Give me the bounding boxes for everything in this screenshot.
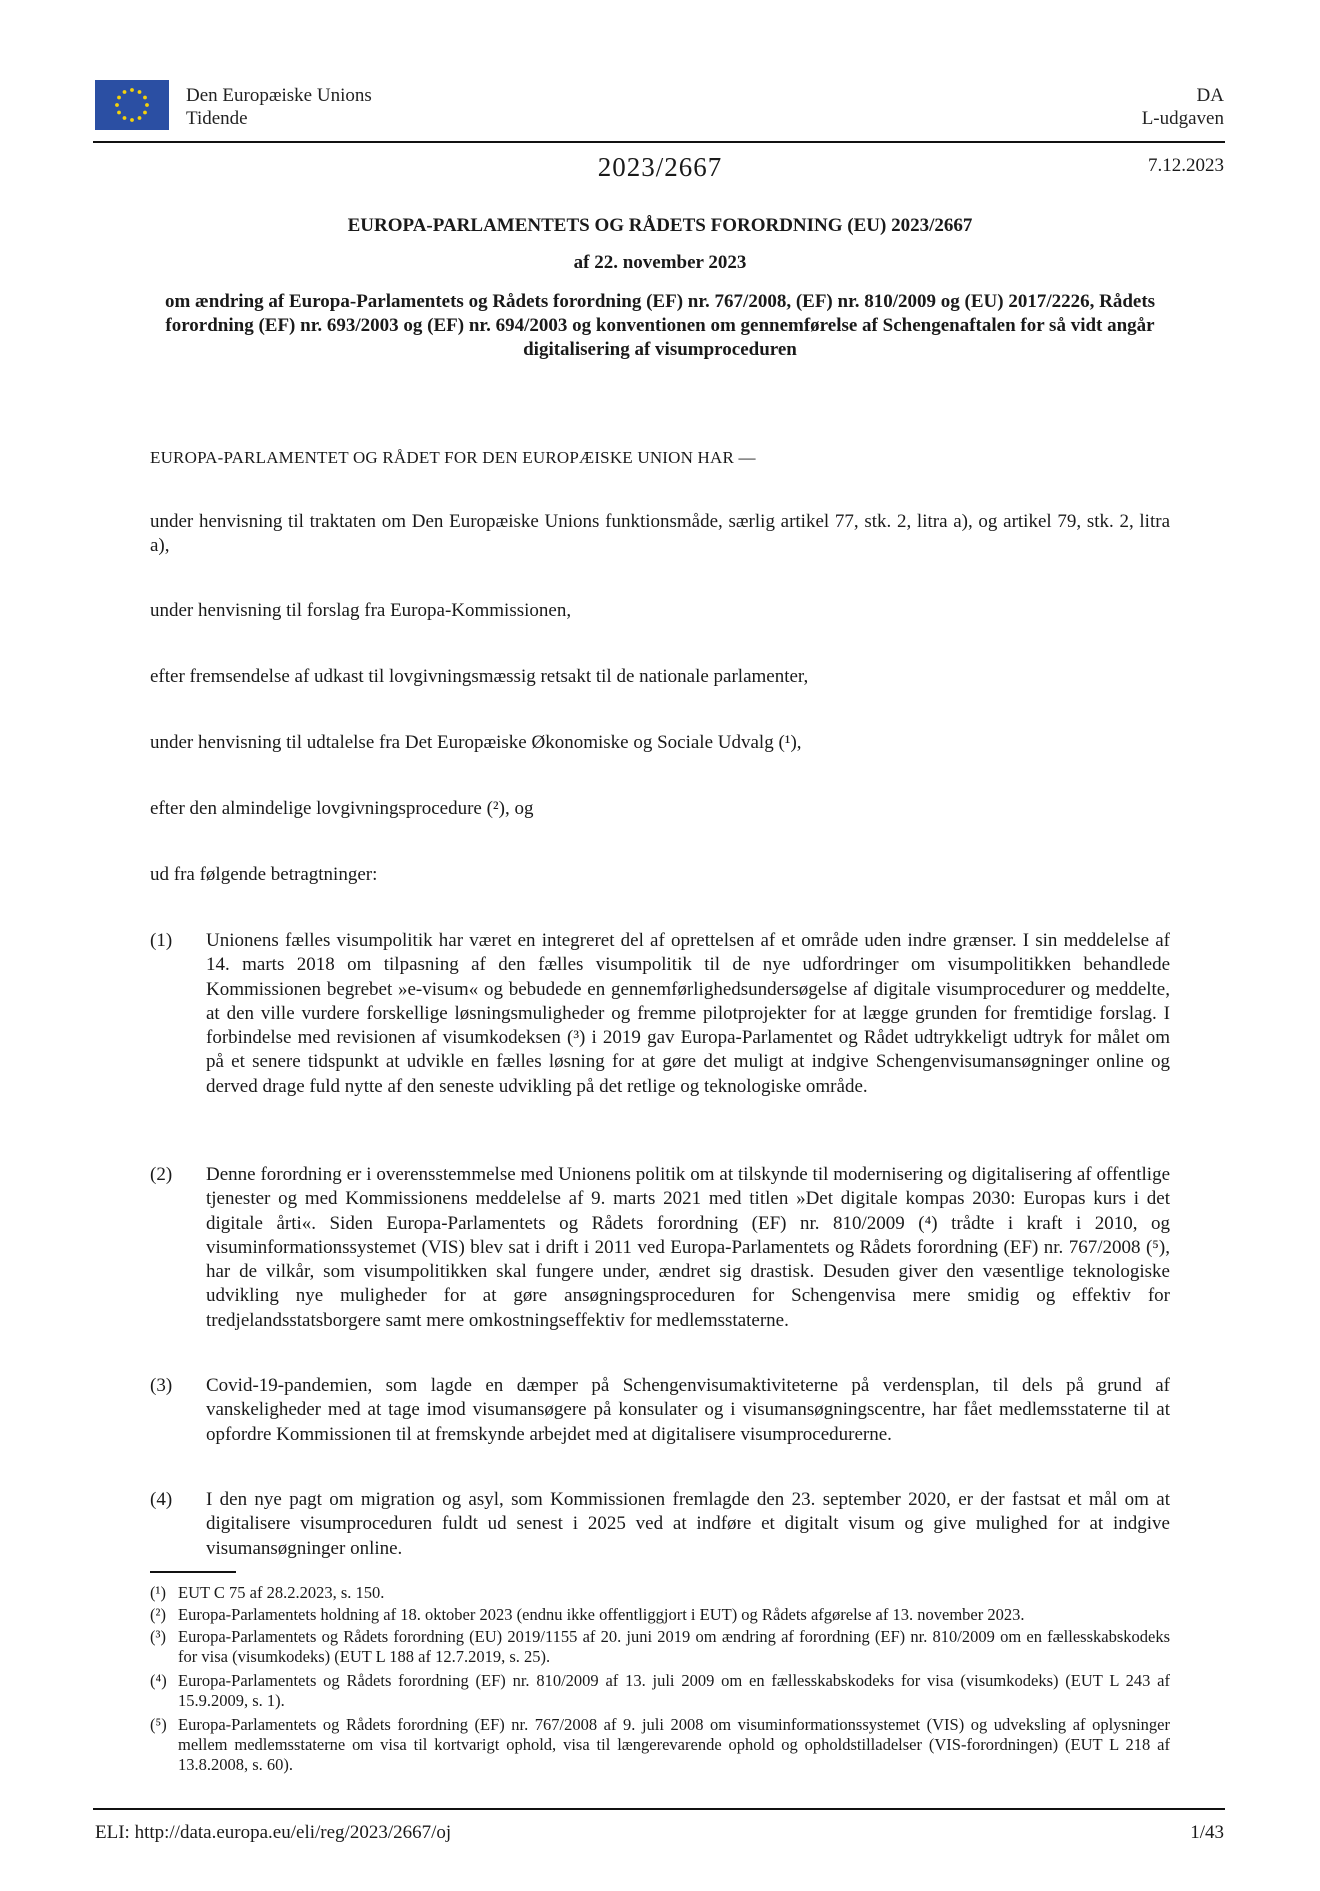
recital-text: Unionens fælles visumpolitik har været en integreret del af oprettelsen af et område uden indre grænser. I sin meddelelse af 14. marts 2018 om tilpasning af den fælles visumpolitik til de nye udfordringer om visumpolitikken behandlede Kommissionen begrebet »e-visum« og bebudede en gennemførlighedsundersøgelse af digitale visumprocedurer og meddelte, at den ville vurdere forskellige løsningsmuligheder og fremme pilotprojekter for at lægge grunden for fremtidige forslag. I forbindelse med revisionen af visumkodeksen (³) i 2019 gav Europa-Parlamentet og Rådet udtrykkeligt udtryk for målet om på et senere tidspunkt at udvikle en fælles løsning for at gøre det muligt at indgive Schengenvisumansøgninger online og derved drage fuld nytte af den seneste udvikling på det retlige og teknologiske område.	[206, 930, 1170, 1097]
recital	[150, 929, 1170, 1099]
footnote-number: (³)	[150, 1627, 166, 1646]
citation: under henvisning til udtalelse fra Det Europæiske Økonomiske og Sociale Udvalg (¹),	[150, 732, 802, 753]
eu-star-icon	[115, 103, 119, 107]
citation: under henvisning til traktaten om Den Europæiske Unions funktionsmåde, særlig artikel 77, stk. 2, litra a), og artikel 79, stk. 2, litra a),	[150, 511, 1170, 556]
footnote-text: Europa-Parlamentets og Rådets forordning (EU) 2019/1155 af 20. juni 2019 om ændring af forordning (EF) nr. 810/2009 om en fællesskabskodeks for visa (visumkodeks) (EUT L 188 af 12.7.2019, s. 25).	[178, 1627, 1170, 1666]
regulation-title: EUROPA-PARLAMENTETS OG RÅDETS FORORDNING (EU) 2023/2667	[347, 215, 973, 236]
regulation-date: af 22. november 2023	[573, 252, 747, 273]
recital	[150, 1163, 1170, 1333]
eu-star-icon	[143, 96, 147, 100]
eu-star-icon	[138, 90, 142, 94]
footer-divider	[93, 1808, 1225, 1810]
page-number: 1/43	[1190, 1822, 1224, 1843]
footnote-divider	[150, 1571, 236, 1573]
recital-text: Denne forordning er i overensstemmelse med Unionens politik om at tilskynde til modernisering og digitalisering af offentlige tjenester og med Kommissionens meddelelse af 9. marts 2021 med titlen »Det digitale kompas 2030: Europas kurs i det digitale årti«. Siden Europa-Parlamentets og Rådets forordning (EF) nr. 810/2009 (⁴) trådte i kraft i 2010, og visuminformationssystemet (VIS) blev sat i drift i 2011 ved Europa-Parlamentets og Rådets forordning (EF) nr. 767/2008 (⁵), har de vilkår, som visumpolitikken skal fungere under, ændret sig drastisk. Desuden giver den væsentlige teknologiske udvikling nye muligheder for at gøre ansøgningsproceduren for Schengenvisa mere smidig og effektiv for tredjelandsstatsborgere samt mere omkostningseffektiv for medlemsstaterne.	[206, 1164, 1170, 1331]
footnote-text: Europa-Parlamentets og Rådets forordning (EF) nr. 810/2009 af 13. juli 2009 om en fællesskabskodeks for visa (visumkodeks) (EUT L 243 af 15.9.2009, s. 1).	[178, 1671, 1170, 1710]
eli-link[interactable]: ELI: http://data.europa.eu/eli/reg/2023/2667/oj	[95, 1822, 452, 1843]
eu-star-icon	[117, 96, 121, 100]
footnote	[150, 1627, 1170, 1667]
recital-text: Covid-19-pandemien, som lagde en dæmper på Schengenvisumaktiviteterne på verdensplan, til dels på grund af vanskeligheder med at tage imod visumansøgere på konsulater og i visumansøgningscentre, har fået medlemsstaterne til at opfordre Kommissionen til at fremskynde arbejdet med at digitalisere visumprocedurerne.	[206, 1375, 1170, 1445]
journal-name-line2: Tidende	[186, 108, 248, 129]
footnote-text: Europa-Parlamentets holdning af 18. oktober 2023 (endnu ikke offentliggjort i EUT) og Rådets afgørelse af 13. november 2023.	[178, 1605, 1025, 1624]
language-code: DA	[1196, 85, 1224, 106]
eu-flag-stars	[95, 80, 169, 130]
footnote	[150, 1583, 1170, 1603]
eu-star-icon	[130, 118, 134, 122]
eu-star-icon	[145, 103, 149, 107]
footnote-number: (²)	[150, 1605, 166, 1624]
language-edition	[1142, 84, 1224, 130]
recital-number: (1)	[150, 930, 173, 951]
recital	[150, 1374, 1170, 1447]
footnote-text: Europa-Parlamentets og Rådets forordning (EF) nr. 767/2008 af 9. juli 2008 om visuminformationssystemet (VIS) og udveksling af oplysninger mellem medlemsstaterne om visa til kortvarigt ophold, visa til længerevarende ophold og opholdstilladelser (VIS-forordningen) (EUT L 218 af 13.8.2008, s. 60).	[178, 1715, 1170, 1774]
enacting-formula: EUROPA-PARLAMENTET OG RÅDET FOR DEN EUROPÆISKE UNION HAR —	[150, 448, 756, 467]
eu-flag-icon	[95, 80, 169, 130]
eu-star-icon	[123, 90, 127, 94]
document-number: 2023/2667	[597, 152, 723, 182]
recital-text: I den nye pagt om migration og asyl, som Kommissionen fremlagde den 23. september 2020, er der fastsat et mål om at digitalisere visumproceduren fuldt ud senest i 2025 ved at indføre et digitalt visum og give mulighed for at indgive visumansøgninger online.	[206, 1489, 1170, 1559]
footnote-number: (⁴)	[150, 1671, 167, 1690]
recitals-intro: ud fra følgende betragtninger:	[150, 864, 378, 885]
eu-star-icon	[143, 111, 147, 115]
footnote	[150, 1671, 1170, 1711]
footnote	[150, 1715, 1170, 1775]
recital	[150, 1488, 1170, 1561]
eu-star-icon	[117, 111, 121, 115]
footnote-number: (⁵)	[150, 1715, 167, 1734]
publication-date: 7.12.2023	[1148, 155, 1224, 176]
footnote-number: (¹)	[150, 1583, 166, 1602]
recital-number: (3)	[150, 1375, 173, 1396]
citation: under henvisning til forslag fra Europa-Kommissionen,	[150, 600, 572, 621]
eu-star-icon	[130, 88, 134, 92]
edition-label: L-udgaven	[1141, 108, 1224, 129]
recital-number: (4)	[150, 1489, 173, 1510]
citation: efter den almindelige lovgivningsprocedure (²), og	[150, 798, 534, 819]
journal-name	[186, 84, 372, 130]
footnote	[150, 1605, 1170, 1625]
regulation-subject: om ændring af Europa-Parlamentets og Rådets forordning (EF) nr. 767/2008, (EF) nr. 810/2009 og (EU) 2017/2226, Rådets forordning (EF) nr. 693/2003 og (EF) nr. 694/2003 og konventionen om gennemførelse af Schengenaftalen for så vidt angår digitalisering af visumproceduren	[164, 291, 1156, 360]
citation: efter fremsendelse af udkast til lovgivningsmæssig retsakt til de nationale parlamenter,	[150, 666, 809, 687]
recital-number: (2)	[150, 1164, 173, 1185]
header-divider	[93, 141, 1225, 143]
eu-star-icon	[138, 116, 142, 120]
footnote-text: EUT C 75 af 28.2.2023, s. 150.	[178, 1583, 385, 1602]
eu-star-icon	[123, 116, 127, 120]
journal-name-line1: Den Europæiske Unions	[186, 85, 372, 106]
